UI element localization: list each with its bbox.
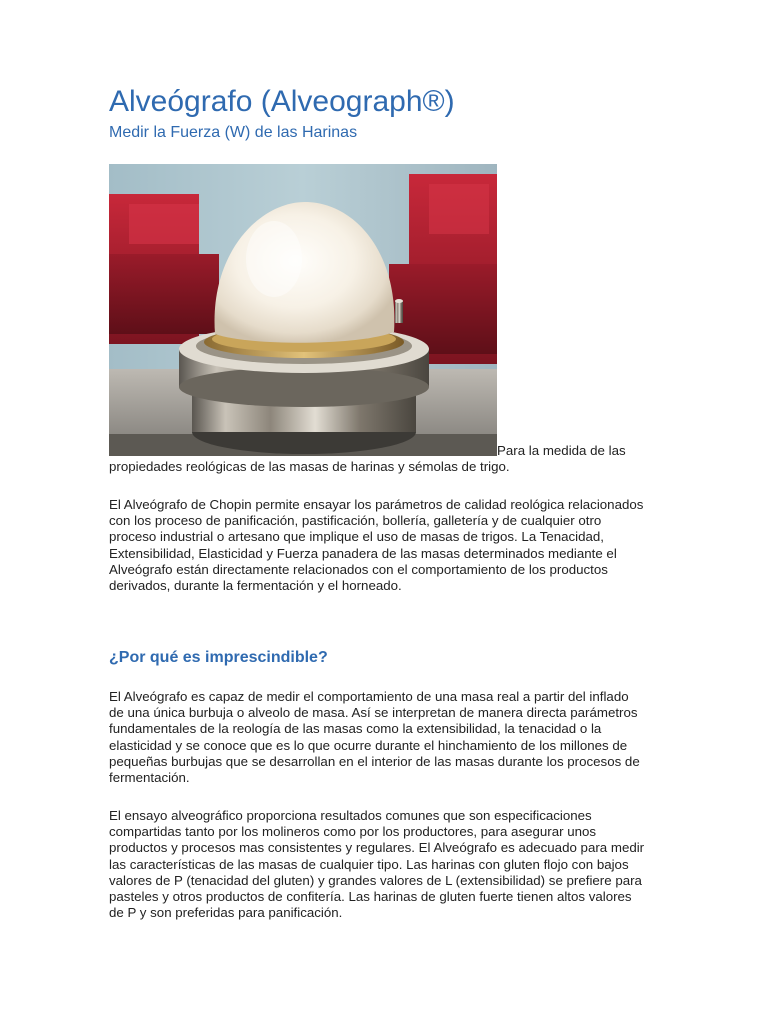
paragraph-line: con los proceso de panificación, pastificación, bollería, galletería y de cualquier otro [109, 513, 602, 529]
paragraph-line: proceso industrial o artesano que implique el uso de masas de trigos. La Tenacidad, [109, 529, 604, 545]
page-subtitle: Medir la Fuerza (W) de las Harinas [109, 124, 358, 141]
paragraph-bubble-inflation [109, 689, 640, 786]
image-caption-inline: Para la medida de las [497, 443, 626, 458]
paragraph-line: elasticidad y se conoce que es lo que ocurre durante el hinchamiento de los millones de [109, 737, 628, 753]
paragraph-line: de P y son preferidas para panificación. [109, 905, 343, 921]
image-caption-continued: propiedades reológicas de las masas de harinas y sémolas de trigo. [109, 459, 510, 474]
paragraph-line: Alveógrafo están directamente relacionados con el comportamiento de los productos [109, 561, 608, 577]
paragraph-line: de una única burbuja o alveolo de masa. Así se interpretan de manera directa parámetros [109, 705, 638, 721]
paragraph-line: pasteles y otros productos de confitería. Las harinas de gluten fuerte tienen altos valores [109, 889, 632, 905]
paragraph-line: El ensayo alveográfico proporciona resultados comunes que son especificaciones [109, 808, 592, 823]
paragraph-line: compartidas tanto por los molineros como por los productores, para asegurar unos [109, 824, 597, 840]
paragraph-alveographic-test [109, 808, 644, 921]
paragraph-line: las características de las masas de cualquier tipo. Las harinas con gluten flojo con bajos [109, 856, 629, 872]
paragraph-line: derivados, durante la fermentación y el horneado. [109, 578, 402, 594]
paragraph-line: fermentación. [109, 770, 190, 786]
section-heading-why-essential: ¿Por qué es imprescindible? [109, 649, 328, 666]
paragraph-line: pequeñas burbujas que se desarrollan en el interior de las masas durante los procesos de [109, 753, 640, 769]
page-title: Alveógrafo (Alveograph®) [109, 85, 455, 118]
paragraph-line: Extensibilidad, Elasticidad y Fuerza panadera de las masas determinados mediante el [109, 545, 617, 561]
alveograph-photo [109, 164, 497, 456]
paragraph-chopin-intro [109, 497, 643, 594]
paragraph-line: productos y procesos mas consistentes y regulares. El Alveógrafo es adecuado para medir [109, 840, 645, 856]
paragraph-line: El Alveógrafo es capaz de medir el comportamiento de una masa real a partir del inflado [109, 689, 629, 704]
paragraph-line: fundamentales de la reología de las masas como la extensibilidad, la tenacidad o la [109, 721, 602, 737]
paragraph-line: valores de P (tenacidad del gluten) y grandes valores de L (extensibilidad) se prefiere para [109, 872, 642, 888]
paragraph-line: El Alveógrafo de Chopin permite ensayar los parámetros de calidad reológica relacionados [109, 497, 644, 512]
